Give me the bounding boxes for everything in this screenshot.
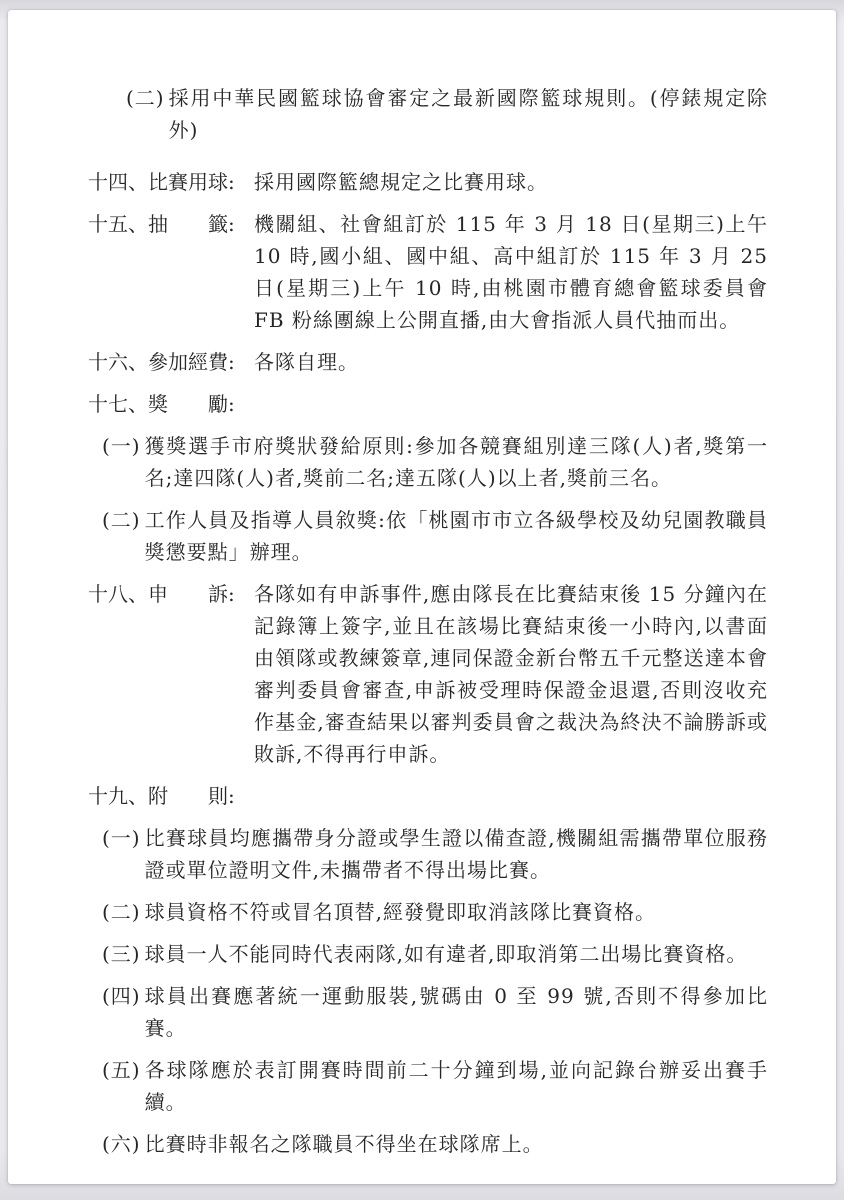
section-16-label: 十六、參加經費: [88, 350, 235, 374]
subitem-text: 獲獎選手市府獎狀發給原則:參加各競賽組別達三隊(人)者,獎第一名;達四隊(人)者,獎前二名;達五隊(人)以上者,獎前三名。 [144, 434, 768, 490]
section-14 [88, 166, 768, 198]
subitem-marker: (二) [126, 86, 165, 110]
section-14-label: 十四、比賽用球: [88, 170, 235, 194]
subitem-marker: (五) [102, 1058, 141, 1082]
section-19 [88, 780, 768, 812]
carryover-subitem [126, 82, 768, 146]
section-17 [88, 388, 768, 420]
section-19-item-4 [102, 980, 768, 1044]
subitem-text: 球員一人不能同時代表兩隊,如有違者,即取消第二出場比賽資格。 [144, 942, 748, 966]
subitem-marker: (一) [102, 826, 141, 850]
section-19-label: 十九、附 則: [88, 784, 235, 808]
document-page [8, 10, 836, 1184]
subitem-text: 採用中華民國籃球協會審定之最新國際籃球規則。(停錶規定除外) [168, 86, 768, 142]
section-15 [88, 208, 768, 336]
subitem-text: 比賽時非報名之隊職員不得坐在球隊席上。 [144, 1132, 544, 1156]
section-18 [88, 578, 768, 770]
subitem-text: 球員出賽應著統一運動服裝,號碼由 0 至 99 號,否則不得參加比賽。 [144, 984, 768, 1040]
subitem-text: 各球隊應於表訂開賽時間前二十分鐘到場,並向記錄台辦妥出賽手續。 [144, 1058, 768, 1114]
subitem-marker: (三) [102, 942, 141, 966]
subitem-text: 比賽球員均應攜帶身分證或學生證以備查證,機關組需攜帶單位服務證或單位證明文件,未攜帶者不得出場比賽。 [144, 826, 768, 882]
section-18-label: 十八、申 訴: [88, 582, 235, 606]
section-16-body: 各隊自理。 [254, 350, 359, 374]
section-18-body: 各隊如有申訴事件,應由隊長在比賽結束後 15 分鐘內在記錄簿上簽字,並且在該場比賽結束後一小時內,以書面由領隊或教練簽章,連同保證金新台幣五千元整送達本會審判委員會審查,申訴被受理時保證金退還,否則沒收充作基金,審查結果以審判委員會之裁決為終決不論勝訴或敗訴,不得再行申訴。 [254, 582, 768, 766]
subitem-text: 工作人員及指導人員敘獎:依「桃園市市立各級學校及幼兒園教職員獎懲要點」辦理。 [144, 508, 768, 564]
subitem-marker: (二) [102, 900, 141, 924]
section-16 [88, 346, 768, 378]
section-15-body: 機關組、社會組訂於 115 年 3 月 18 日(星期三)上午 10 時,國小組、國中組、高中組訂於 115 年 3 月 25 日(星期三)上午 10 時,由桃園市體育總會籃球委員會 FB 粉絲團線上公開直播,由大會指派人員代抽而出。 [254, 212, 768, 332]
section-19-item-3 [102, 938, 768, 970]
subitem-marker: (二) [102, 508, 141, 532]
section-14-body: 採用國際籃總規定之比賽用球。 [254, 170, 548, 194]
section-19-item-1 [102, 822, 768, 886]
section-17-item-2 [102, 504, 768, 568]
subitem-marker: (一) [102, 434, 141, 458]
section-15-label: 十五、抽 籤: [88, 212, 235, 236]
section-17-label: 十七、獎 勵: [88, 392, 235, 416]
section-19-item-2 [102, 896, 768, 928]
section-19-item-6 [102, 1128, 768, 1160]
section-19-item-5 [102, 1054, 768, 1118]
section-17-item-1 [102, 430, 768, 494]
subitem-marker: (六) [102, 1132, 141, 1156]
subitem-text: 球員資格不符或冒名頂替,經發覺即取消該隊比賽資格。 [144, 900, 656, 924]
subitem-marker: (四) [102, 984, 141, 1008]
